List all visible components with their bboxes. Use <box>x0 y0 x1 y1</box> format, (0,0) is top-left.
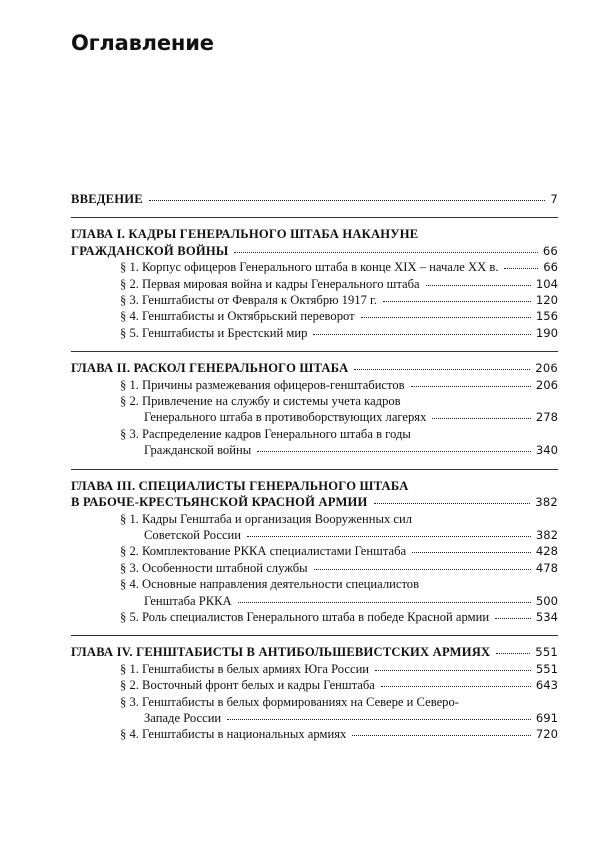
dot-leader <box>314 569 531 570</box>
page-number: 206 <box>535 361 558 376</box>
page-number: 382 <box>535 495 558 510</box>
dot-leader <box>238 602 531 603</box>
toc-chapter <box>71 478 558 626</box>
section-title-text: § 3. Генштабисты от Февраля к Октябрю 1917 г. <box>120 293 377 308</box>
toc-section-line <box>71 511 558 527</box>
toc-section[interactable] <box>71 593 558 609</box>
section-title-text: § 1. Корпус офицеров Генерального штаба в конце XIX – начале XX в. <box>120 260 499 275</box>
toc-section[interactable] <box>71 661 558 677</box>
dot-leader <box>234 252 537 253</box>
toc-section[interactable] <box>71 609 558 625</box>
dot-leader <box>313 334 530 335</box>
dot-leader <box>247 536 531 537</box>
page-number: 643 <box>535 678 558 693</box>
toc-section[interactable] <box>71 442 558 458</box>
section-title-text: § 2. Первая мировая война и кадры Генерального штаба <box>120 276 420 291</box>
section-title-text: § 5. Генштабисты и Брестский мир <box>120 325 308 340</box>
toc-intro-page: 7 <box>550 192 558 206</box>
page-number: 278 <box>535 410 558 425</box>
page-number: 66 <box>543 260 558 275</box>
dot-leader <box>381 686 531 687</box>
section-title-text: Генерального штаба в противоборствующих лагерях <box>144 410 427 425</box>
dot-leader <box>496 653 530 654</box>
section-title-text: Генштаба РККА <box>144 593 232 608</box>
toc-intro[interactable] <box>71 191 558 207</box>
page-number: 120 <box>535 293 558 308</box>
dot-leader <box>383 301 531 302</box>
toc-intro-label: ВВЕДЕНИЕ <box>71 192 143 206</box>
dot-leader <box>432 418 530 419</box>
section-title-text: § 1. Генштабисты в белых армиях Юга России <box>120 661 370 676</box>
page-number: 478 <box>535 560 558 575</box>
page-number: 156 <box>535 309 558 324</box>
page-number: 720 <box>535 727 558 742</box>
section-title-text: § 1. Причины размежевания офицеров-генштабистов <box>120 377 405 392</box>
toc-section[interactable] <box>71 308 558 324</box>
toc-section-line <box>71 576 558 592</box>
dot-leader <box>411 386 531 387</box>
chapter-title-text: ГЛАВА III. СПЕЦИАЛИСТЫ ГЕНЕРАЛЬНОГО ШТАБА <box>71 478 409 493</box>
dot-leader <box>354 369 530 370</box>
toc-section[interactable] <box>71 677 558 693</box>
page-number: 190 <box>535 325 558 340</box>
dot-leader <box>375 670 531 671</box>
page-number: 500 <box>535 593 558 608</box>
toc-section[interactable] <box>71 276 558 292</box>
toc-section[interactable] <box>71 543 558 559</box>
toc-section[interactable] <box>71 377 558 393</box>
toc-section[interactable] <box>71 409 558 425</box>
section-title-text: § 3. Особенности штабной службы <box>120 560 308 575</box>
divider <box>71 469 558 470</box>
page-number: 104 <box>535 276 558 291</box>
chapter-title-text: ГЛАВА II. РАСКОЛ ГЕНЕРАЛЬНОГО ШТАБА <box>71 361 349 376</box>
section-title-text: § 3. Генштабисты в белых формированиях на Севере и Северо- <box>120 694 459 709</box>
dot-leader <box>149 200 546 201</box>
section-title-text: § 5. Роль специалистов Генерального штаба в победе Красной армии <box>120 609 490 624</box>
chapter-title-text: В РАБОЧЕ-КРЕСТЬЯНСКОЙ КРАСНОЙ АРМИИ <box>71 495 368 510</box>
toc-section[interactable] <box>71 292 558 308</box>
toc-section[interactable] <box>71 710 558 726</box>
toc-section-line <box>71 694 558 710</box>
section-title-text: § 2. Восточный фронт белых и кадры Генштаба <box>120 678 375 693</box>
toc-section[interactable] <box>71 325 558 341</box>
section-title-text: § 2. Комплектование РККА специалистами Генштаба <box>120 544 407 559</box>
page-number: 382 <box>535 527 558 542</box>
chapter-title-text: ГЛАВА IV. ГЕНШТАБИСТЫ В АНТИБОЛЬШЕВИСТСКИХ АРМИЯХ <box>71 645 491 660</box>
toc-chapter <box>71 226 558 341</box>
toc-section[interactable] <box>71 560 558 576</box>
divider <box>71 217 558 218</box>
toc-chapter-title-line <box>71 226 558 242</box>
page-number: 551 <box>535 645 558 660</box>
section-title-text: § 4. Генштабисты в национальных армиях <box>120 727 347 742</box>
section-title-text: § 4. Генштабисты и Октябрьский переворот <box>120 309 355 324</box>
toc-chapter-title[interactable] <box>71 494 558 510</box>
toc-chapter-title[interactable] <box>71 644 558 660</box>
dot-leader <box>504 268 538 269</box>
section-title-text: Советской России <box>144 527 242 542</box>
chapter-title-text: ГЛАВА I. КАДРЫ ГЕНЕРАЛЬНОГО ШТАБА НАКАНУНЕ <box>71 227 419 242</box>
toc-chapter-title[interactable] <box>71 360 558 376</box>
section-title-text: Гражданской войны <box>144 443 252 458</box>
page-number: 340 <box>535 443 558 458</box>
section-title-text: § 4. Основные направления деятельности специалистов <box>120 577 420 592</box>
section-title-text: § 1. Кадры Генштаба и организация Вооруженных сил <box>120 511 412 526</box>
section-title-text: § 2. Привлечение на службу и системы учета кадров <box>120 394 401 409</box>
toc-section[interactable] <box>71 527 558 543</box>
dot-leader <box>227 719 531 720</box>
dot-leader <box>361 317 531 318</box>
toc-section-line <box>71 426 558 442</box>
page-number: 206 <box>535 377 558 392</box>
dot-leader <box>412 552 531 553</box>
section-title-text: § 3. Распределение кадров Генерального штаба в годы <box>120 426 411 441</box>
toc-chapter-title[interactable] <box>71 243 558 259</box>
page-number: 428 <box>535 544 558 559</box>
toc-chapter-title-line <box>71 478 558 494</box>
toc-section[interactable] <box>71 726 558 742</box>
toc-section-line <box>71 393 558 409</box>
toc-chapter <box>71 644 558 742</box>
dot-leader <box>257 451 531 452</box>
dot-leader <box>352 735 531 736</box>
toc-chapter <box>71 360 558 458</box>
divider <box>71 351 558 352</box>
dot-leader <box>374 503 531 504</box>
table-of-contents <box>71 191 558 743</box>
page-number: 534 <box>535 609 558 624</box>
section-title-text: Западе России <box>144 710 222 725</box>
dot-leader <box>495 618 531 619</box>
page-number: 691 <box>535 710 558 725</box>
page-title: Оглавление <box>71 31 214 55</box>
dot-leader <box>426 285 531 286</box>
page-number: 551 <box>535 661 558 676</box>
toc-section[interactable] <box>71 259 558 275</box>
page-number: 66 <box>542 243 558 258</box>
divider <box>71 635 558 636</box>
chapter-title-text: ГРАЖДАНСКОЙ ВОЙНЫ <box>71 243 229 258</box>
